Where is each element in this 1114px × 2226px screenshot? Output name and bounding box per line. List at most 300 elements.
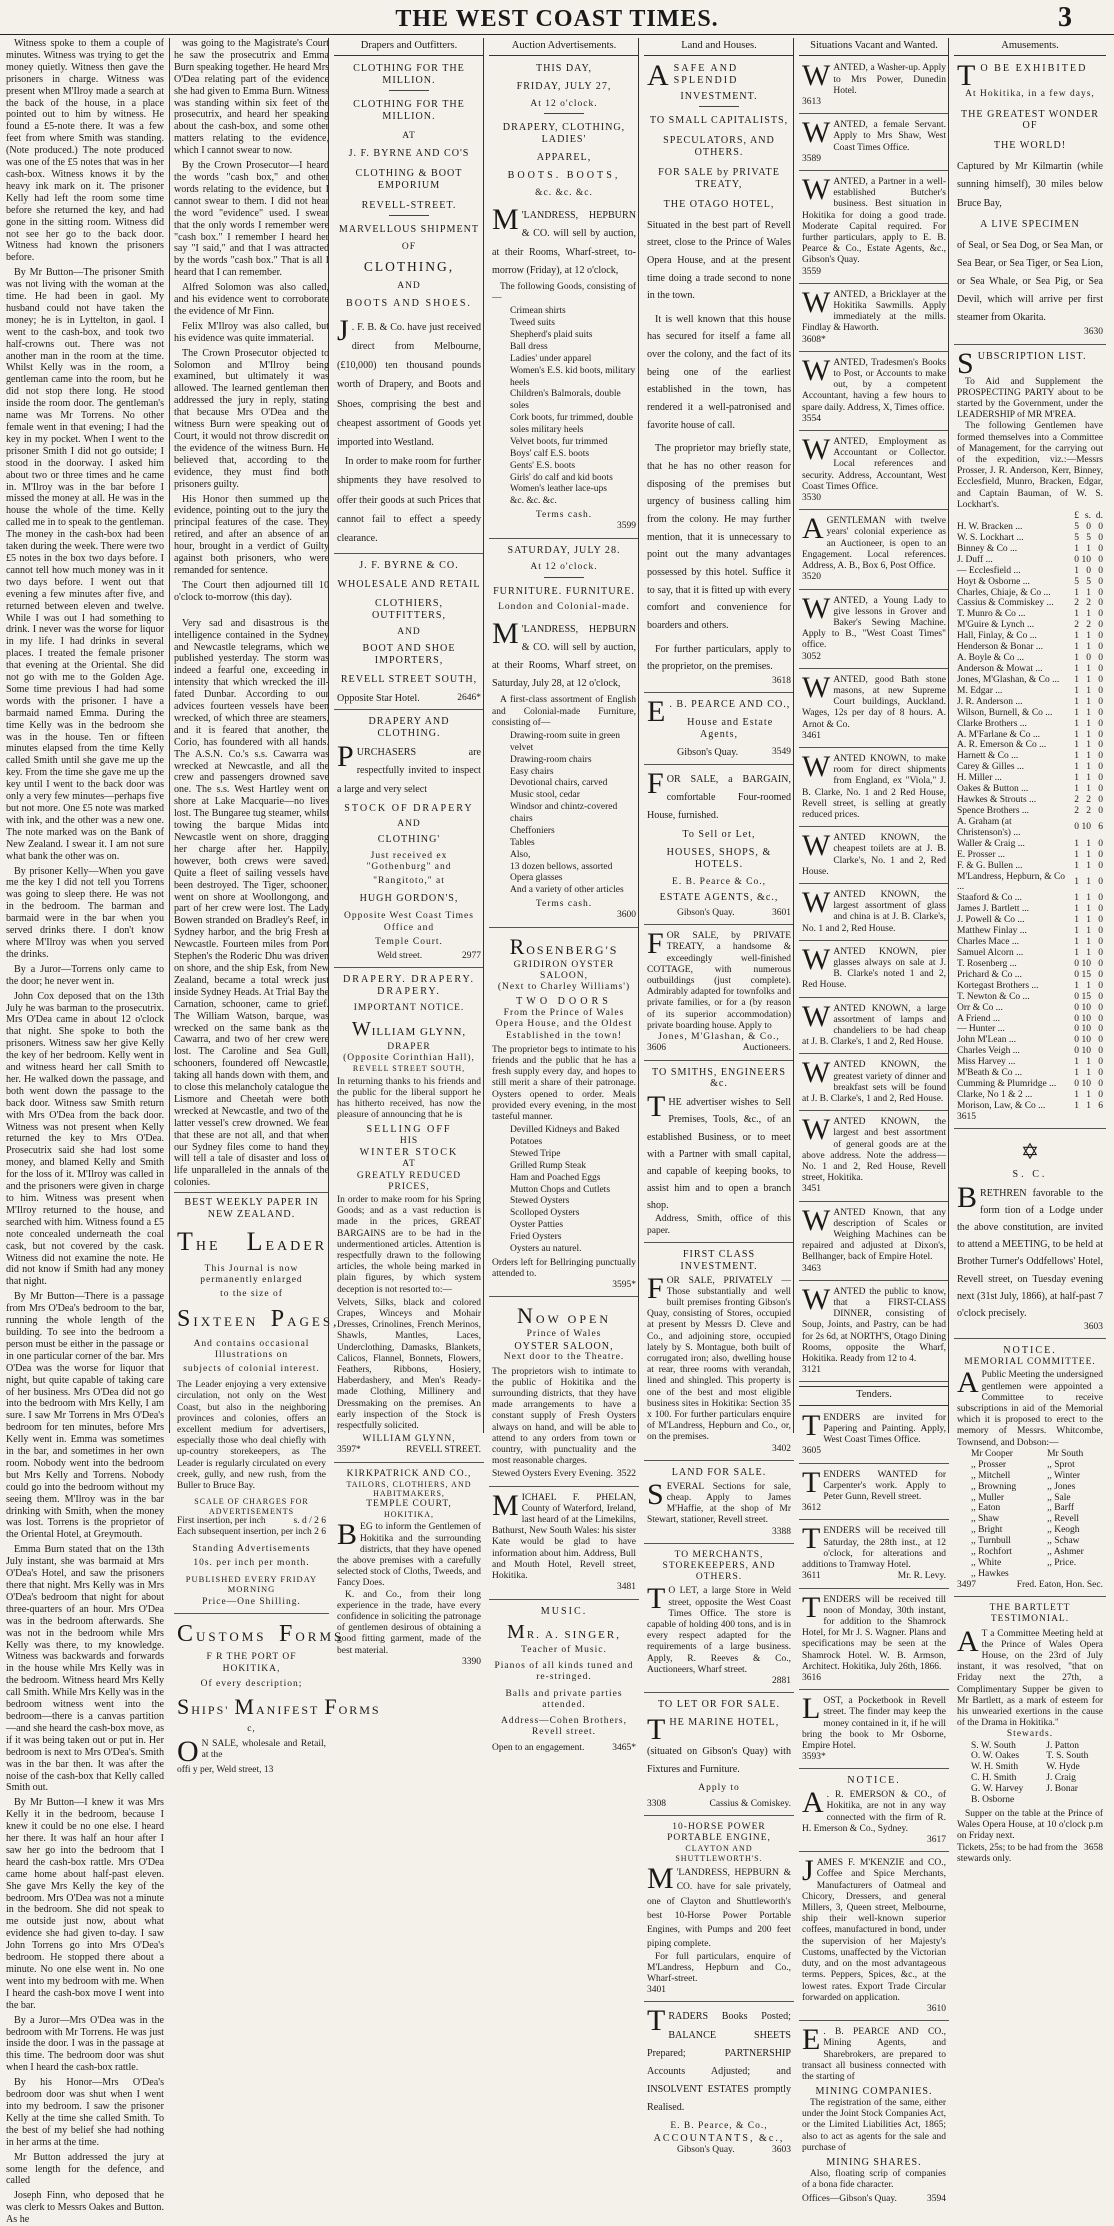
ad-footer: Gibson's Quay. 3603	[677, 2144, 791, 2155]
classified-ad	[799, 831, 949, 884]
ad-ref: 3401	[647, 1985, 666, 1996]
ad-footer: 3616	[802, 1672, 821, 1683]
ad-body: A Public Meeting the undersigned gentlemen were appointed a Committee to receive subscriptions in aid of the Memorial which it is proposed to erect to the memory of Messrs. Whitcombe, Townsend, and Dobson:—	[957, 1366, 1103, 1448]
ad-heading: 10-HORSE POWER PORTABLE ENGINE,	[667, 1821, 771, 1844]
table-row: ,, Bright ,, Keogh	[971, 1525, 1080, 1536]
ad-ref: 3600	[617, 910, 636, 921]
table-row: B. Osborne	[971, 1795, 1015, 1806]
list-item: Girls' do calf and kid boots	[510, 472, 613, 483]
ad-line: From the Prince of Wales Opera House, and the Oldest Established in the town!	[495, 1008, 633, 1041]
byrne-clothing-ad	[334, 61, 484, 554]
column-court-report	[6, 38, 168, 2226]
sea-specimen-ad	[954, 61, 1106, 344]
ad-body: WANTED, a Bricklayer at the Hokitika Sawmills. Apply immediately at the mills. Findlay & Haworth.	[802, 285, 946, 334]
ad-line: AND	[397, 626, 421, 637]
masthead-rule	[0, 34, 1114, 35]
tenders-list	[799, 1408, 949, 1769]
ad-footer: 3451	[802, 1184, 821, 1195]
ad-line: (Opposite Corinthian Hall),	[343, 1052, 475, 1063]
ad-heading: FIRST CLASS INVESTMENT.	[680, 1248, 758, 1272]
bargain-house-ad	[644, 766, 794, 926]
table-row: Prichard & Co ... 0 15 0	[957, 969, 1103, 980]
ad-body: Orders left for Bellringing punctually attended to.	[492, 1257, 636, 1279]
ad-footer: 3606 Auctioneers.	[647, 1043, 791, 1054]
paragraph: By a Juror—Mrs O'Dea was in the bedroom with Mr Torrens. He was just inside the door. I was in the passage at this time. The bedroom door was shut when I heard the cash-box rattle.	[6, 2014, 164, 2074]
table-row: Hawkes & Strouts ... 2 2 0	[957, 795, 1103, 806]
ad-body: TENDERS WANTED for Carpenter's work. Apply to Peter Gunn, Revell street.	[802, 1465, 946, 1503]
customs-line: F R THE PORT OF HOKITIKA,	[206, 1652, 297, 1674]
ad-line: THE GREATEST WONDER OF	[960, 108, 1100, 132]
ad-line: Apply to	[698, 1783, 740, 1794]
list-item: Women's E.S. kid boots, military heels	[510, 365, 636, 388]
portable-engine-ad	[644, 1820, 794, 2003]
ad-body: Address, Smith, office of this paper.	[647, 1214, 791, 1236]
ad-ref: 3390	[462, 1656, 481, 1667]
customs-line: Of every description;	[200, 1678, 303, 1689]
ad-footer: 3612	[802, 1503, 821, 1514]
list-item: Crimean shirts	[510, 306, 566, 317]
ad-footer: 3613	[802, 96, 821, 107]
leader-size: SIXTEEN PAGES,	[177, 1306, 340, 1333]
ad-footer: 3605	[802, 1446, 821, 1457]
ad-body: WANTED the public to know, that a FIRST-CLASS DINNER, consisting of Soup, Joints, and Pastry, can be had for 2s 6d, at NORTH'S, Otago Dining Rooms, opposite the Wharf, Hokitika. Ready from 12 to 4.	[802, 1282, 946, 1365]
ad-body: In order to make room for his Spring Goods; and as a vast reduction is made in the prices, GREAT BARGAINS are to be had in the undermentioned articles. Attention is respectfully drawn to the following articles, the whole being marked in plain figures, by which system deception is not resorted to:—	[337, 1195, 481, 1295]
table-row: Samuel Alcorn ... 1 1 0	[957, 947, 1103, 958]
ad-heading: DRAPERY.	[377, 986, 441, 998]
table-row: Binney & Co ... 1 1 0	[957, 543, 1103, 554]
paragraph: Joseph Finn, who deposed that he was clerk to Messrs Oakes and Button. As he	[6, 2190, 164, 2226]
list-item: Tweed suits	[510, 318, 555, 329]
ad-line: APPAREL,	[536, 152, 592, 164]
classified-ad	[799, 118, 949, 171]
ad-line: MEMORIAL COMMITTEE.	[964, 1357, 1096, 1368]
table-row: J. R. Anderson ... 1 1 0	[957, 696, 1103, 707]
ad-line: ESTATE AGENTS, &c.,	[659, 892, 779, 904]
ad-body: (situated on Gibson's Quay) with Fixtures and Furniture.	[647, 1746, 791, 1776]
ad-body: T O LET, a large Store in Weld street, opposite the West Coast Times Office. The store is capable of holding 400 tons, and is in every respect adapted for the requirements of a large business. Apply, R. Reeves & Co., Auctioneers, Wharf street.	[647, 1582, 791, 1675]
table-row: Hoyt & Osborne ... 5 5 0	[957, 576, 1103, 587]
table-row: Carey & Gilles ... 1 1 0	[957, 762, 1103, 773]
list-item: &c. &c. &c.	[510, 496, 557, 507]
section-heading: Drapers and Outfitters.	[334, 38, 484, 56]
ad-body: For full particulars, enquire of M'Landress, Hepburn and Co., Wharf-street.	[647, 1951, 791, 1985]
classified-ad	[799, 285, 949, 352]
table-row: H. Miller ... 1 1 0	[957, 773, 1103, 784]
ad-ref: 3610	[927, 2003, 946, 2014]
classified-ad	[799, 885, 949, 941]
ad-line: T O BE EXHIBITED	[957, 59, 1088, 93]
ad-line: FOR SALE by PRIVATE TREATY,	[658, 166, 780, 190]
ad-ref: 3617	[927, 1835, 946, 1846]
ad-body: For further particulars, apply to the proprietor, on the premises.	[647, 643, 791, 673]
ad-line: STOCK OF DRAPERY	[344, 802, 474, 814]
ad-footer: Offices—Gibson's Quay. 3594	[802, 2194, 946, 2205]
table-row: — Ecclesfield ... 1 0 0	[957, 565, 1103, 576]
ad-line: WINTER STOCK	[359, 1147, 459, 1159]
ad-line: AND	[397, 280, 421, 291]
ad-ref: 3481	[617, 1582, 636, 1593]
ad-line: CLAYTON AND SHUTTLEWORTH'S.	[675, 1844, 763, 1863]
ad-body: E . B. PEARCE AND CO., Mining Agents, and Sharebrokers, are prepared to transact all business connected with the starting of	[802, 2023, 946, 2082]
ad-line: MINING SHARES.	[826, 2157, 922, 2169]
leader-scale-heading: SCALE OF CHARGES FOR ADVERTISEMENTS	[194, 1497, 309, 1516]
ad-body: TENDERS will be received till Saturday, the 28th inst., at 12 o'clock, for alterations and additions to Tramway Hotel.	[802, 1522, 946, 1571]
ad-line: THE MARINE HOTEL,	[647, 1713, 780, 1747]
ad-heading: LAND FOR SALE.	[671, 1466, 767, 1478]
table-row: Henderson & Bonar ... 1 1 0	[957, 642, 1103, 653]
ad-footer: 3593*	[802, 1752, 826, 1763]
ad-footer: Tickets, 25s; to be had from the stewards only. 3658	[957, 1842, 1103, 1864]
table-row: Cassius & Commiskey ... 2 2 0	[957, 598, 1103, 609]
masonic-lodge-ad	[954, 1133, 1106, 1339]
ad-body: M 'LANDRESS, HEPBURN & CO. will sell by auction, at their Rooms, Wharf-street, to-morrow (Friday), at 12 o'clock,	[492, 203, 636, 276]
ad-footer: Open to an engagement. 3465*	[492, 1743, 636, 1754]
ad-line: THIS DAY,	[535, 63, 593, 75]
table-row: G. W. Harvey J. Bonar	[971, 1784, 1078, 1795]
table-row: ,, White ,, Price.	[971, 1558, 1077, 1569]
classified-ad	[799, 942, 949, 998]
ad-line: J. F. BYRNE & CO.	[359, 560, 459, 572]
table-row: Hall, Finlay, & Co ... 1 1 0	[957, 631, 1103, 642]
paragraph: was going to the Magistrate's Court he saw the prosecutrix and Emma Burn speaking together. He heard Mrs O'Dea relating part of the evidence she had given to Emma Burn. Witness was standing within six feet of the prosecutrix, and heard her speaking about the cash-box, and some other matters relating to the evidence, which I cannot swear to now.	[174, 38, 329, 157]
list-item: Mutton Chops and Cutlets	[510, 1184, 611, 1195]
classified-ad	[799, 999, 949, 1055]
ad-line: Stewards.	[1006, 1729, 1054, 1740]
accountants-ad	[644, 2006, 794, 2160]
leader-ad	[174, 1192, 340, 1614]
ad-body: TENDERS will be received till noon of Monday, 30th instant, for addition to the Shamrock Hotel, for Mr J. S. Wagner. Plans and specifications may be seen at the Shamrock Hotel. W. B. Armson, Architect. Hokitika, July 26th, 1866.	[802, 1590, 946, 1672]
table-row: ,, Mitchell ,, Winter	[971, 1470, 1081, 1481]
ad-line: Terms cash.	[535, 899, 593, 910]
music-ad	[489, 1604, 639, 1760]
ad-footer: 3597* REVELL STREET.	[337, 1445, 481, 1456]
ad-body: FOR SALE, a BARGAIN, comfortable Four-roomed House, furnished.	[647, 766, 791, 822]
ad-ref: 3388	[772, 1526, 791, 1537]
list-item: Ball dress	[510, 341, 548, 352]
paragraph: By prisoner Kelly—When you gave me the key I did not tell you Torrens was going to sleep there. He was not in the bedroom. The barman and barmaid were in the bar when you served drinks there. I don't know where M'Ilroy was when you served the drinks.	[6, 865, 164, 960]
ad-line: House and Estate Agents,	[687, 717, 774, 740]
ad-body: J . F. B. & Co. have just received direct from Melbourne, (£10,000) ten thousand pounds worth of Drapery, and Boots and Shoes, comprising the best and cheapest assortment of Goods yet imported into Westland.	[337, 313, 481, 448]
paragraph: Felix M'Ilroy was also called, but his evidence was quite immaterial.	[174, 320, 329, 344]
ad-line: Opposite West Coast Times Office and	[344, 911, 474, 933]
ad-line: INVESTMENT.	[680, 91, 758, 103]
list-item: Ladies' under apparel	[510, 353, 592, 364]
ad-line: AT	[402, 131, 416, 141]
table-header-row: £ s. d.	[1074, 511, 1103, 522]
emerson-notice-ad	[799, 1773, 949, 1852]
mining-agents-ad	[799, 2025, 949, 2210]
ad-body: A GENTLEMAN with twelve years' colonial experience as an Auctioneer, is open to an Engagement. Local references. Address, A. B., Box 6, Post Office.	[802, 512, 946, 572]
paragraph: Alfred Solomon was also called, and his evidence went to corroborate the evidence of Mr Finn.	[174, 282, 329, 317]
ad-line: Temple Court.	[375, 936, 443, 947]
column-editorial	[169, 38, 381, 1776]
ad-body: of Seal, or Sea Dog, or Sea Man, or Sea Bear, or Sea Tiger, or Sea Lion, or Sea Whale, or Sea Pig, or Sea Devil, which will arrive per first steamer from Okarita.	[957, 239, 1103, 324]
leader-line: PUBLISHED EVERY FRIDAY MORNING	[185, 1573, 318, 1594]
rosenberg-oyster-ad	[489, 932, 639, 1298]
ad-line: MINING COMPANIES.	[815, 2086, 933, 2098]
table-row: Clarke, No 1 & 2 ... 1 1 0	[957, 1089, 1103, 1100]
section-heading: Tenders.	[799, 1386, 949, 1405]
ad-footer: 3530	[802, 493, 821, 504]
ad-line: WHOLESALE AND RETAIL	[337, 578, 481, 590]
table-row: Miss Harvey ... 1 1 0	[957, 1057, 1103, 1068]
ad-body: WANTED, a Young Lady to give lessons in Grover and Baker's Sewing Machine. Apply to B., "West Coast Times" office.	[802, 591, 946, 651]
column-drapers	[328, 38, 489, 1667]
ad-line: HOUSES, SHOPS, & HOTELS.	[666, 847, 772, 871]
ad-ref: 3595*	[612, 1280, 636, 1291]
land-for-sale-ad	[644, 1465, 794, 1544]
ad-line: THE OTAGO HOTEL,	[663, 198, 775, 210]
ad-body: WANTED KNOWN, to make room for direct shipments from England, ex "Viola," J. B. Clarke, No. 1 and 2 Red House, Revell street, is selling at greatly reduced prices.	[802, 749, 946, 820]
ad-line: At 12 o'clock.	[530, 562, 598, 573]
leader-line: subjects of colonial interest.	[183, 1364, 320, 1374]
ad-ref: 2881	[772, 1676, 791, 1687]
ad-body: WANTED, a Washer-up. Apply to Mrs Power, Dunedin Hotel.	[802, 59, 946, 96]
ad-line: REVELL-STREET.	[361, 199, 457, 211]
bartlett-testimonial-ad	[954, 1601, 1106, 1870]
customs-forms-ad	[174, 1618, 381, 1781]
auction-item-list	[510, 306, 636, 508]
ad-body: Situated in the best part of Revell street, close to the Prince of Wales Opera House, and at the present time doing a trade second to none in the town.	[647, 219, 791, 302]
ad-line: Pianos of all kinds tuned and re-stringed.	[494, 1661, 634, 1683]
ad-ref: 3615	[957, 1111, 976, 1122]
ad-body: WANTED, a female Servant. Apply to Mrs Shaw, West Coast Times Office.	[802, 116, 946, 153]
table-row: J. Powell & Co ... 1 1 0	[957, 915, 1103, 926]
smiths-business-ad	[644, 1065, 794, 1243]
list-item: Tables	[510, 837, 535, 848]
ad-footer: 3461	[802, 730, 821, 741]
classified-ad	[799, 514, 949, 589]
customs-title: CUSTOMS FORMS	[177, 1621, 345, 1648]
table-row: ,, Prosser ,, Sprot	[971, 1459, 1075, 1470]
list-item: Women's leather lace-ups	[510, 484, 607, 495]
leader-line: Standing Advertisements	[192, 1543, 311, 1554]
paragraph: Emma Burn stated that on the 13th July instant, she was barmaid at Mrs O'Dea's Hotel, and saw the prisoners there that night. Mrs Kelly was in Mrs O'Dea's bedroom that night for about three-quarters of an hour. Mrs O'Dea was in the bedroom afterwards. She was not in the bedroom while Mrs Kelly was there, to my knowledge. Witness was backwards and forwards in the house while Mrs Kelly was in the bedroom. Witness heard Mrs Kelly call Smith. While Mrs Kelly was in the bedroom witness went into the bedroom—there is a canvas partition—and she heard the cash-box move, as if it was being taken out or put in. Her bedroom is next to Mrs O'Dea's. Smith was in the bar then. It was after the noise of the cash-box that Kelly called Smith out.	[6, 1544, 164, 1794]
table-row: ,, Muller ,, Sale	[971, 1492, 1071, 1503]
ad-name: ROSENBERG'S	[509, 933, 619, 959]
ad-body: SEVERAL Sections for sale, cheap. Apply to James M'Haffie, at the shop of Mr Stewart, stationer, Revell street.	[647, 1477, 791, 1526]
ad-line: TO SMALL CAPITALISTS,	[649, 115, 789, 127]
ad-heading: TO MERCHANTS, STOREKEEPERS, AND OTHERS.	[662, 1549, 776, 1583]
ad-body: A T a Committee Meeting held at the Prince of Wales Opera House, on the 23rd of July instant, it was resolved, "that on Friday next the 27th, a Complimentary Supper be given to Mr Bartlett, as a mark of esteem for his unwearied exertions in the cause of the Drama in Hokitika."	[957, 1624, 1103, 1729]
list-item: Fried Oysters	[510, 1232, 562, 1243]
ad-footer: 3052	[802, 651, 821, 662]
classified-ad	[799, 1408, 949, 1464]
table-row: A. Graham (at Christenson's) ... 0 10 6	[957, 816, 1103, 838]
list-item: Devotional chairs, carved	[510, 778, 608, 789]
masthead	[0, 0, 1114, 36]
ad-body: The following Goods, consisting of—	[492, 281, 636, 304]
prince-oyster-ad	[489, 1301, 639, 1486]
ad-name: NOW OPEN	[516, 1303, 611, 1329]
ad-body: TRADERS Books Posted; BALANCE SHEETS Prepared; PARTNERSHIP Accounts Adjusted; and INSOLVENT ESTATES promptly Realised.	[647, 2004, 791, 2114]
classified-ad	[799, 175, 949, 284]
leader-rate-row: First insertion, per inch s. d / 2 6	[177, 1516, 326, 1527]
table-row: T. Munro & Co ... 1 1 0	[957, 609, 1103, 620]
ad-line: GREATLY REDUCED PRICES,	[356, 1170, 462, 1192]
ad-body: The proprietors wish to intimate to the public of Hokitika and the surrounding districts, that they have made arrangements to have a constant supply of Fresh Oysters always on hand, and will be able to attend to any orders from town or country, with punctuality and the most reasonable charges.	[492, 1366, 636, 1467]
ad-footer: Opposite Star Hotel. 2646*	[337, 692, 481, 704]
ad-body: M 'LANDRESS, HEPBURN & CO. will sell by auction, at their Rooms, Wharf street, on Saturday, July 28, at 12 o'clock,	[492, 616, 636, 690]
table-row: Orr & Co ... 0 10 0	[957, 1002, 1103, 1013]
table-row: ,, Eaton ,, Barff	[971, 1503, 1075, 1514]
table-row: T. Rosenberg ... 0 10 0	[957, 958, 1103, 969]
table-row: E. Prosser ... 1 1 0	[957, 849, 1103, 860]
table-row: — Hunter ... 0 10 0	[957, 1024, 1103, 1035]
table-row: Spence Brothers ... 2 2 0	[957, 805, 1103, 816]
ad-line: &c. &c. &c.	[535, 188, 593, 199]
ad-line: Balls and private parties attended.	[505, 1688, 623, 1710]
paragraph: Very sad and disastrous is the intelligence contained in the Sydney and Newcastle telegrams, which we published yesterday. The storm was indeed a fearful one, exceeding in intensity that which wrecked the ill-fated Dunbar. According to our advices fourteen vessels have been wrecked, of which three are steamers, and it is feared that another, the Corio, has foundered with all hands. The A.S.N. Co.'s s.s. Cawarra was wrecked at Newcastle, and all the crew and passengers drowned save one. The s.s. West Hartley went on shore at Lake Macquarie—no lives lost. The Bungaree tug steamer, whilst towing the barque Midas into Newcastle went on shore, dragging her charge after her. Happily, however, both crews were saved. Quite a fleet of sailing vessels have been destroyed. The Tiger, schooner, went on shore at Woollongong, and part of her crew were lost. The Lady Bowen stranded on Bradley's Reef, in Sydney harbor, and the brig Fresh at Newcastle. Fourteen miles from Port Stephen's the Roderic Dhu was driven on shore, and the ship Esk, from New Zealand, became a total wreck just inside Sydney Heads. At Trial Bay the Carnation, schooner, came to grief. The William Watson, barque, was wrecked on the same bank as the Cawarra, and two of her crew were lost. The Caroline and Sea Gull, schooners, foundered off Newcastle, taking all hands down with them, and to close this melancholy catalogue the Lismore and Cheetah were both wrecked at Newcastle, and two of the latter vessel's crew drowned. We fear that these are not all, and that when our Sydney files come to hand they will tell a tale of disaster and loss of life unparalleled in the annals of the colonies.	[174, 617, 329, 1189]
ad-body: In order to make room for further shipments they have resolved to offer their goods at such Prices that cannot fail to effect a speedy clearance.	[337, 456, 481, 544]
leader-line: This Journal is now permanently enlarged	[200, 1263, 303, 1285]
list-item: Stewed Tripe	[510, 1148, 561, 1159]
classified-ad	[799, 1590, 949, 1691]
ad-body: WANTED KNOWN, the greatest variety of dinner and breakfast sets will be found at J. B. Clarke's, 1 and 2, Red House.	[802, 1056, 946, 1105]
ad-line: To Sell or Let,	[682, 829, 756, 841]
ad-line: A LIVE SPECIMEN	[980, 218, 1080, 230]
ad-ref: 3618	[772, 675, 791, 686]
ad-line: "Rangitoto," at	[373, 876, 445, 887]
leader-line: Price—One Shilling.	[202, 1596, 301, 1607]
table-row: J. Duff ... 0 10 0	[957, 554, 1103, 565]
classified-ad	[799, 1524, 949, 1588]
table-row: Wilson, Burnell, & Co ... 1 1 0	[957, 707, 1103, 718]
ad-line: THE WORLD!	[993, 140, 1067, 152]
paragraph: Mr Button addressed the jury at some length for the defence, and called	[6, 2151, 164, 2187]
ad-footer: Gibson's Quay. 3601	[677, 908, 791, 919]
ad-line: SELLING OFF	[366, 1124, 452, 1136]
paragraph: By his Honor—Mrs O'Dea's bedroom door was shut when I went into my bedroom. I saw the prisoner Kelly at the time she called Smith. To the best of my belief she had nothing in her arms at the time.	[6, 2077, 164, 2148]
paragraph: Witness spoke to them a couple of minutes. Witness was trying to get the money quietly. Witness then gave the prisoners in charge. Witness was present when M'Ilroy made a search at the back of the house, in a place pointed out to him by witness. He found a £5-note there. It was a few feet from where Smith was standing. (Note produced.) The note produced was one of the £5 notes that was in her cash-box. Witness knows it by the heavy ink mark on it. The prisoner Kelly had left the room some time before she returned the key, and had gone in the sitting room. Witness did not see her go to the back door. Witness had known the prisoners before.	[6, 38, 164, 264]
table-row: M'Guire & Lynch ... 2 2 0	[957, 620, 1103, 631]
ad-line: REVELL STREET SOUTH,	[352, 1064, 466, 1074]
paragraph: By Mr Button—I knew it was Mrs Kelly it in the bedroom, because I knew it could be no one else. I heard her there. It was half an hour after I saw her go into the bedroom that I heard the cash-box rattle. Mrs O'Dea came home about half-past eleven. She gave Mrs Kelly the key of the bedroom. Mrs O'Dea was not a minute in the bedroom. She did not speak to me outside just now, about what evidence she had given to-day. I saw John Torrens go into Mrs O'Dea's bedroom. He stopped there about a minute. No one else went in. No one went into my bedroom with me. When I heard the cash-box move I went into the bar.	[6, 1797, 164, 2011]
list-item: Devilled Kidneys and Baked Potatoes	[510, 1125, 620, 1148]
table-row: Charles Veigh ... 0 10 0	[957, 1046, 1103, 1057]
page-number: 3	[1058, 2, 1072, 33]
ad-body: FOR SALE, PRIVATELY — Those substantially and well built premises fronting Gibson's Quay, consisting of Stores, occupied at present by Messrs D. Cleve and Co., and adjoining store, occupied lately by S. Montague, both built of corrugated iron; also, dwelling house at rear, three rooms with verandah, lined and shingled. This property is one of the best and most eligible business sites in Hokitika: Section 35 x 100. For further particulars enquire of M'Landress, Hepburn and Co., or, on the premises.	[647, 1271, 791, 1443]
ad-body: A . R. EMERSON & CO., of Hokitika, are not in any way connected with the firm of R. H. Emerson & Co., Sydney.	[802, 1786, 946, 1834]
memorial-committee-ad	[954, 1343, 1106, 1597]
ad-ref: 3599	[617, 521, 636, 532]
ad-body: WANTED KNOWN, the cheapest toilets are at J. B. Clarke's, No. 1 and 2, Red House.	[802, 829, 946, 877]
ad-footer: 3520	[802, 572, 821, 583]
ad-line: HIS	[399, 1136, 419, 1147]
ad-line: Next door to the Theatre.	[503, 1352, 625, 1363]
paragraph: John Cox deposed that on the 13th July he was barman to the prosecutrix. Mrs O'Dea came in about 12 o'clock that night. She spoke to both the prisoners. Witness saw her give Kelly the key of her bedroom. Kelly went in and witness heard her call Smith to her. He walked down the passage, and both went down the passage to the back door. Witness saw Smith return with Mrs O'Dea from the back door. Witness was not present when Kelly returned the key to Mrs O'Dea. Prosecutrix said she had lost some money, and blamed Kelly and Smith for the loss of it. M'Ilroy was called in and the prisoners were given in charge to him. Witness was present when M'Ilroy returned to the house, and searched with him. Witness found a £5 note concealed underneath the coal cask, but not covered by the cask. Witness did not examine the note. He did not know if Smith had any money that night.	[6, 990, 164, 1288]
table-row: ,, Rochfort ,, Ashmer	[971, 1547, 1084, 1558]
table-row: S. W. South J. Patton	[971, 1740, 1080, 1751]
ad-body: The registration of the same, either under the Joint Stock Companies Act, or the Limited Liabilities Act, 1865; also to act as agents for the sale and purchase of	[802, 2098, 946, 2153]
table-row: Morison, Law, & Co ... 1 1 6	[957, 1100, 1103, 1111]
subscription-list-ad	[954, 346, 1106, 1129]
otago-hotel-ad	[644, 61, 794, 693]
ad-footer: 3559	[802, 266, 821, 277]
table-row: A. Boyle & Co ... 1 0 0	[957, 653, 1103, 664]
ad-line: Address—Cohen Brothers, Revell street.	[501, 1716, 627, 1738]
store-to-let-ad	[644, 1548, 794, 1693]
list-item: Velvet boots, fur trimmed	[510, 436, 608, 447]
classified-ad	[799, 1694, 949, 1769]
menu-item-list	[510, 1125, 636, 1256]
ad-body: WANTED KNOWN, the largest and best assortment of general goods are at the above address. Note the address—No. 1 and 2, Red House, Revell street, Hokitika.	[802, 1113, 946, 1184]
ad-line: OYSTER SALOON,	[514, 1340, 614, 1352]
ad-line: TWO DOORS	[516, 996, 612, 1008]
table-row: ,, Browning ,, Jones	[971, 1481, 1076, 1492]
list-item: Stewed Oysters	[510, 1196, 570, 1207]
list-item: Gents' E.S. boots	[510, 460, 576, 471]
table-row: ,, Shaw ,, Revell	[971, 1514, 1080, 1525]
ad-line: TAILORS, CLOTHIERS, AND HABITMAKERS,	[346, 1479, 472, 1499]
table-row: Clarke Brothers ... 1 1 0	[957, 718, 1103, 729]
list-item: Drawing-room chairs	[510, 754, 592, 765]
ad-footer: Weld street. 2977	[377, 950, 481, 961]
ad-heading: IMPORTANT NOTICE.	[353, 1002, 465, 1013]
masonic-emblem-icon: ✡	[1020, 1139, 1040, 1164]
ad-footer: 3589	[802, 153, 821, 164]
ad-line: GRIDIRON OYSTER SALOON,	[513, 959, 615, 981]
leader-rate-row: Each subsequent insertion, per inch 2 6	[177, 1527, 326, 1538]
classified-ad	[799, 1465, 949, 1521]
ad-body: WANTED, Tradesmen's Books to Post, or Accounts to make out, by a competent Accountant, having a few hours to spare daily. Address, X, Times office.	[802, 353, 946, 413]
ad-line: SATURDAY, JULY 28.	[507, 544, 621, 556]
ad-footer: Stewed Oysters Every Evening. 3522	[492, 1469, 636, 1480]
table-row: C. H. Smith J. Craig	[971, 1773, 1076, 1784]
customs-title: SHIPS' MANIFEST FORMS	[177, 1694, 381, 1720]
ad-body: WANTED, a Partner in a well-established Butcher's business. Best situation in Hokitika for doing a good trade. Moderate Capital required. For further particulars, apply to E. B. Pearce & Co., Estate Agents, &c., Gibson's Quay.	[802, 173, 946, 266]
list-item: Boys' calf E.S. boots	[510, 448, 590, 459]
ad-body: Captured by Mr Kilmartin (while sunning himself), 30 miles below Bruce Bay,	[957, 161, 1103, 209]
ad-line: CLOTHING,	[363, 258, 455, 274]
ad-footer: 3121	[802, 1365, 821, 1376]
list-item: Cheffoniers	[510, 825, 555, 836]
section-heading: Situations Vacant and Wanted.	[799, 38, 949, 56]
column-situations	[793, 38, 954, 2205]
ad-footer: 3308 Cassius & Comiskey.	[647, 1798, 791, 1809]
list-item: Drawing-room suite in green velvet	[510, 730, 621, 753]
ad-line: E . B. PEARCE AND CO.,	[647, 695, 791, 729]
table-row: T. Newton & Co ... 0 15 0	[957, 991, 1103, 1002]
ad-body: WANTED KNOWN, pier glasses always on sale at J. B. Clarke's noted 1 and 2, Red House.	[802, 942, 946, 991]
marine-hotel-ad	[644, 1697, 794, 1816]
ad-body: The proprietor may briefly state, that he has no other reason for disposing of the premises but urgency of business calling him from the colony. He may further mention, that it is unnecessary to point out the many advantages possessed by this hotel. Suffice it to say, that it is fitted up with every comfort and convenience for boarders and others.	[647, 443, 791, 631]
column-auctions	[483, 38, 644, 1754]
ad-footer: Gibson's Quay. 3549	[677, 746, 791, 758]
kirkpatrick-ad	[334, 1467, 484, 1673]
table-row: M'Beath & Co ... 1 1 0	[957, 1068, 1103, 1079]
table-row: Anderson & Mowat ... 1 1 0	[957, 664, 1103, 674]
customs-sale: O N SALE, wholesale and Retail, at the	[177, 1735, 326, 1769]
subscription-table	[957, 511, 1103, 1112]
ad-body: It is well known that this house has secured for itself a fame all over the colony, and the fact of its being one of the earliest established in the town, has rendered it a well-patronised and favorite house of call.	[647, 313, 791, 431]
editorial-text	[174, 38, 329, 1189]
ad-body: WANTED KNOWN, a large assortment of lamps and chandeliers to be had cheap at J. B. Clarke's, 1 and 2, Red House.	[802, 999, 946, 1048]
ad-heading: NOTICE.	[847, 1775, 901, 1787]
auction-furniture-ad	[489, 543, 639, 928]
list-item: Opera glasses	[510, 873, 563, 884]
ad-body: WANTED, Employment as Accountant or Collector. Local references and security. Address, Accountant, West Coast Times Office.	[802, 433, 946, 492]
customs-line: c,	[247, 1724, 256, 1735]
ad-ref: 3402	[772, 1443, 791, 1454]
ad-heading: MUSIC.	[540, 1605, 588, 1617]
ad-heading: TO SMITHS, ENGINEERS &c.	[652, 1066, 786, 1090]
ad-line: REVELL STREET SOUTH,	[340, 673, 478, 685]
memorial-names-table	[957, 1449, 1103, 1580]
ad-line: DRAPER	[387, 1041, 431, 1052]
leader-line: 10s. per inch per month.	[193, 1557, 310, 1568]
ad-line: Prince of Wales	[526, 1329, 602, 1340]
